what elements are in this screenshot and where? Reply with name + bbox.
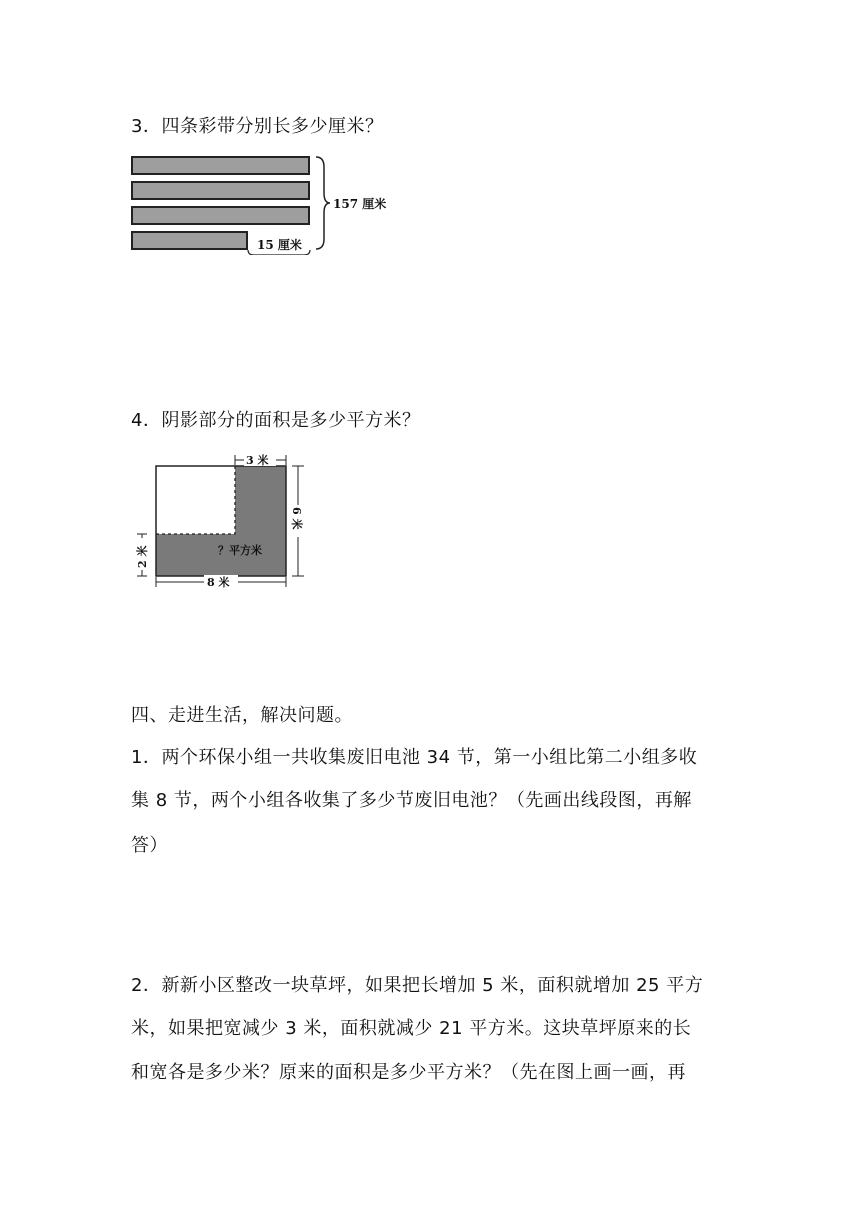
ribbon-4 [132, 232, 247, 249]
ribbon-2 [132, 182, 309, 199]
area-svg [130, 450, 320, 590]
q4-title: 4．阴影部分的面积是多少平方米？ [131, 410, 421, 431]
area-label: ？平方米 [218, 544, 262, 557]
ribbons-figure [130, 155, 410, 259]
q1-line-3: 答） [131, 835, 168, 856]
shaded-area-figure [130, 450, 320, 594]
diff-label: 15 厘米 [257, 238, 302, 252]
bottom-label: 8 米 [207, 576, 230, 589]
shaded-region [156, 466, 286, 576]
q2-line-1: 2．新新小区整改一块草坪，如果把长增加 5 米，面积就增加 25 平方 [131, 975, 704, 996]
left-label: 2 米 [136, 545, 149, 568]
dashed-boundary [156, 466, 235, 534]
total-brace [316, 157, 330, 249]
q2-line-2: 米，如果把宽减少 3 米，面积就减少 21 平方米。这块草坪原来的长 [131, 1018, 692, 1039]
total-label: 157 厘米 [333, 197, 387, 211]
right-label: 6 米 [290, 507, 303, 530]
ribbon-1 [132, 157, 309, 174]
ribbon-3 [132, 207, 309, 224]
q1-line-2: 集 8 节，两个小组各收集了多少节废旧电池？（先画出线段图，再解 [131, 790, 692, 811]
top-label: 3 米 [246, 454, 269, 467]
q3-title: 3．四条彩带分别长多少厘米？ [131, 116, 384, 137]
ribbons-svg [130, 155, 410, 255]
section4-heading: 四、走进生活，解决问题。 [131, 705, 353, 726]
q1-line-1: 1．两个环保小组一共收集废旧电池 34 节，第一小组比第二小组多收 [131, 747, 698, 768]
q2-line-3: 和宽各是多少米？原来的面积是多少平方米？（先在图上画一画，再 [131, 1062, 686, 1083]
